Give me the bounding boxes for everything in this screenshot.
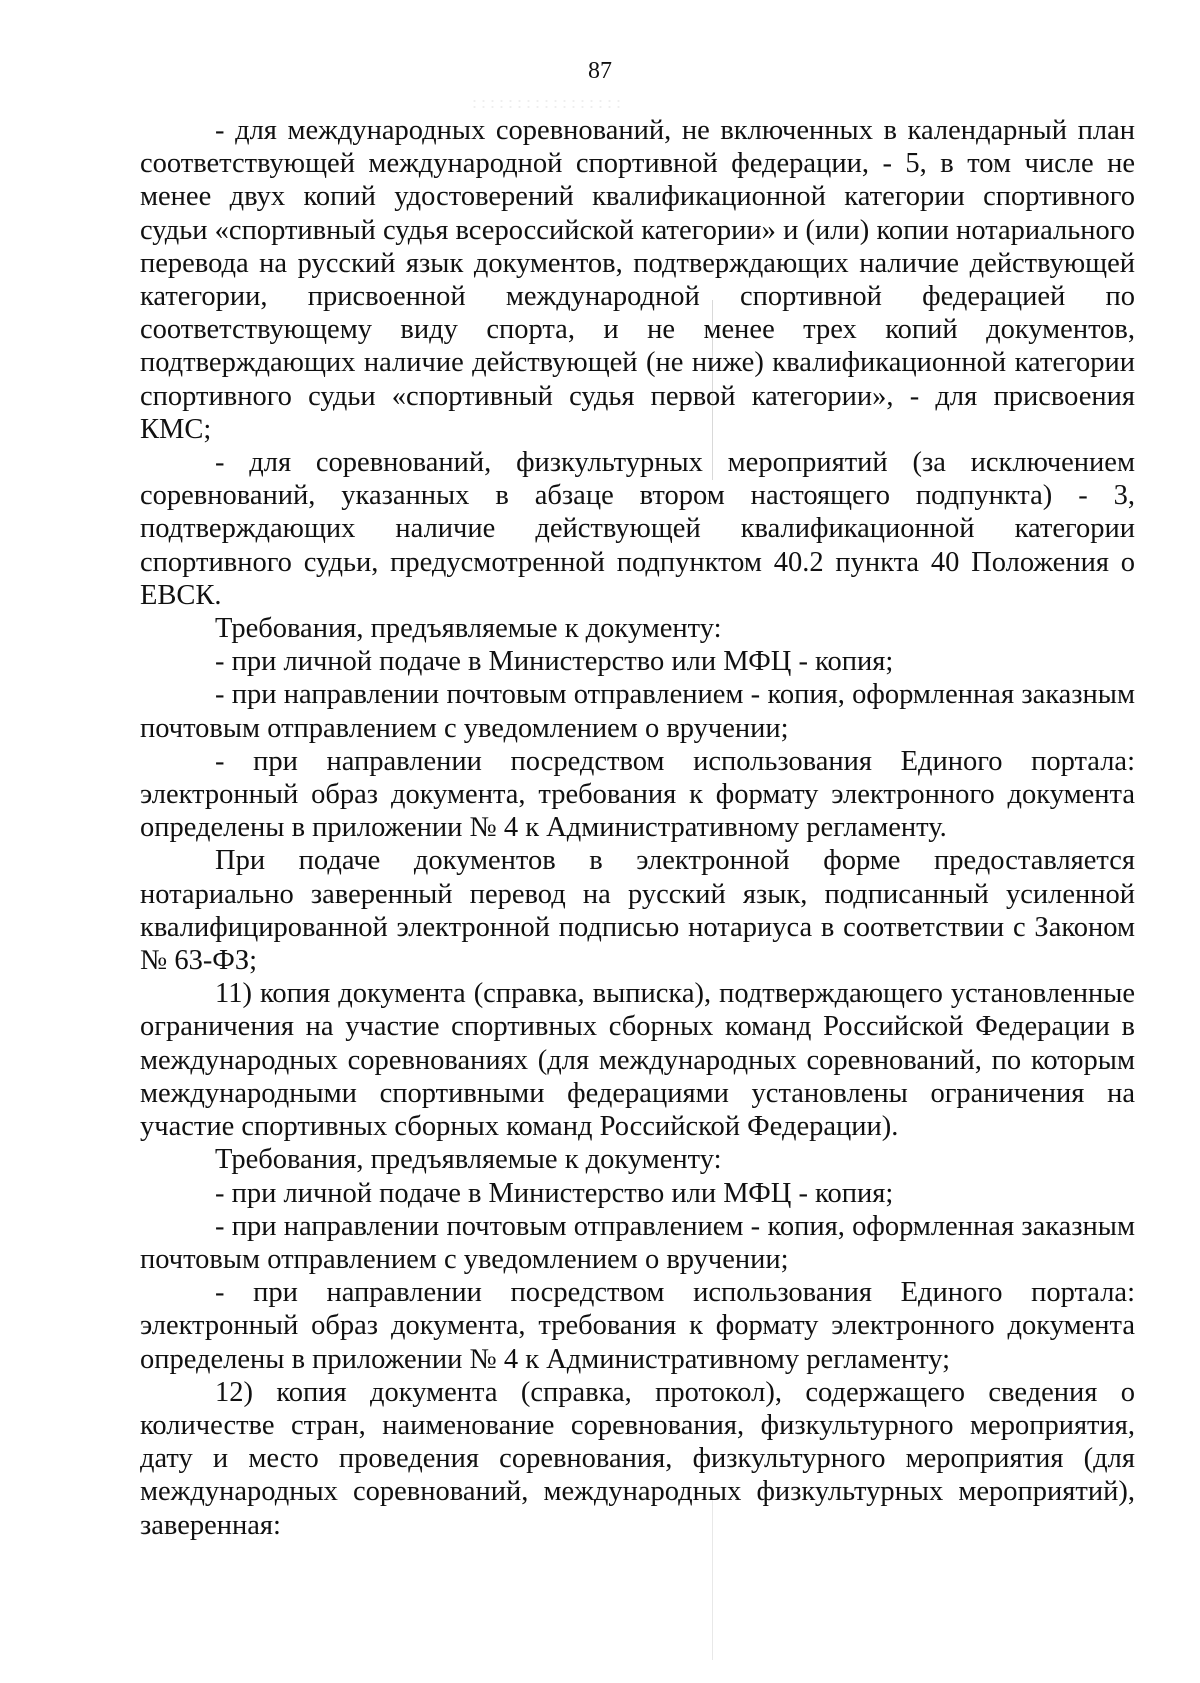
page-number: 87 bbox=[588, 58, 612, 84]
paragraph-international-competitions: - для международных соревнований, не включенных в календарный план соответствующей международной спортивной федерации, - 5, в том числе не менее двух копий удостоверений квалификационной категории спортивного судьи «спортивный судья всероссийской категории» и (или) копии нотариального перевода на русский язык документов, подтверждающих наличие действующей категории, присвоенной международной спортивной федерацией по соответствующему виду спорта, и не менее трех копий документов, подтверждающих наличие действующей (не ниже) квалификационной категории спортивного судьи «спортивный судья первой категории», - для присвоения КМС; bbox=[140, 115, 1135, 445]
paragraph-postal-submission-2: - при направлении почтовым отправлением - копия, оформленная заказным почтовым отправлением с уведомлением о вручении; bbox=[140, 1210, 1135, 1275]
paragraph-electronic-translation: При подаче документов в электронной форме предоставляется нотариально заверенный перевод на русский язык, подписанный усиленной квалифицированной электронной подписью нотариуса в соответствии с Законом № 63-ФЗ; bbox=[140, 845, 1135, 977]
document-body bbox=[140, 114, 1135, 1542]
paragraph-requirements-heading-2: Требования, предъявляемые к документу: bbox=[215, 1144, 722, 1176]
paragraph-personal-submission: - при личной подаче в Министерство или МФЦ - копия; bbox=[215, 646, 894, 678]
paragraph-item-12: 12) копия документа (справка, протокол), содержащего сведения о количестве стран, наименование соревнования, физкультурного мероприятия, дату и место проведения соревнования, физкультурного мероприятия (для международных соревнований, международных физкультурных мероприятий), заверенная: bbox=[140, 1376, 1135, 1541]
paragraph-postal-submission: - при направлении почтовым отправлением - копия, оформленная заказным почтовым отправлением с уведомлением о вручении; bbox=[140, 679, 1135, 744]
paragraph-other-competitions: - для соревнований, физкультурных мероприятий (за исключением соревнований, указанных в абзаце втором настоящего подпункта) - 3, подтверждающих наличие действующей квалификационной категории спортивного судьи, предусмотренной подпунктом 40.2 пункта 40 Положения о ЕВСК. bbox=[140, 447, 1135, 611]
paragraph-item-11: 11) копия документа (справка, выписка), подтверждающего установленные ограничения на участие спортивных сборных команд Российской Федерации в международных соревнованиях (для международных соревнований, по которым международными спортивными федерациями установлены ограничения на участие спортивных сборных команд Российской Федерации). bbox=[140, 978, 1135, 1143]
paragraph-portal-submission: - при направлении посредством использования Единого портала: электронный образ документа, требования к формату электронного документа определены в приложении № 4 к Административному регламенту. bbox=[140, 745, 1135, 844]
scan-noise bbox=[470, 98, 620, 112]
paragraph-personal-submission-2: - при личной подаче в Министерство или МФЦ - копия; bbox=[215, 1177, 894, 1209]
paragraph-requirements-heading: Требования, предъявляемые к документу: bbox=[215, 613, 722, 645]
paragraph-portal-submission-2: - при направлении посредством использования Единого портала: электронный образ документа, требования к формату электронного документа определены в приложении № 4 к Административному регламенту; bbox=[140, 1277, 1135, 1375]
